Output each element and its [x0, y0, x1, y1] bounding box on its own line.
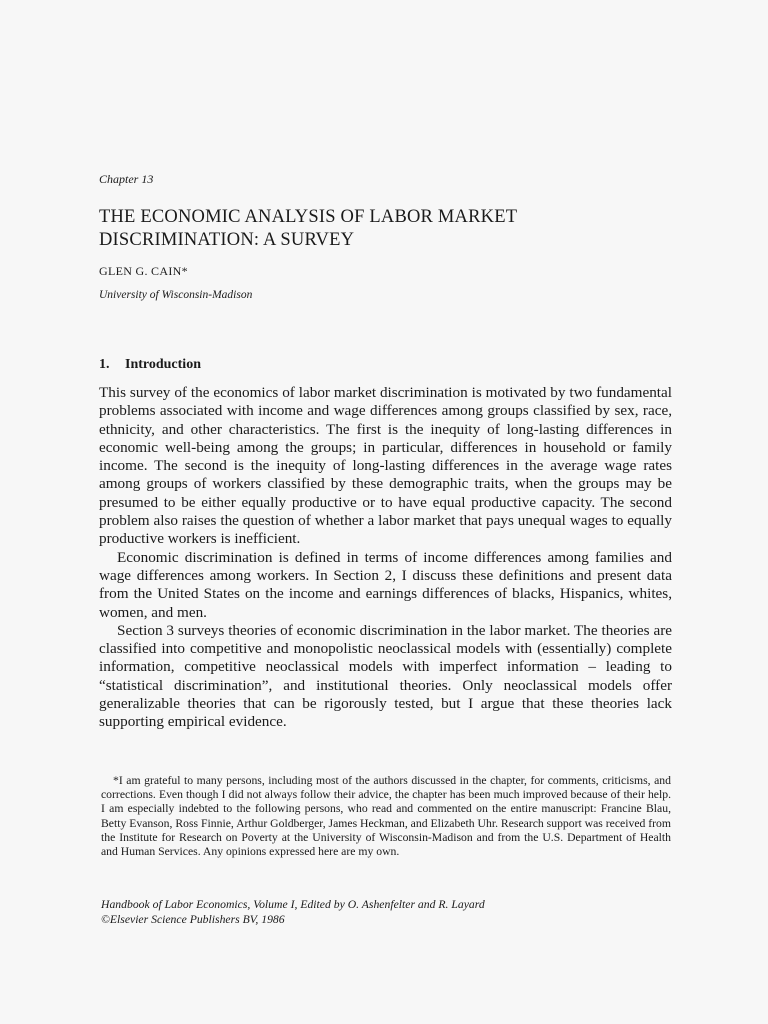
- source-note: [101, 898, 485, 927]
- paragraph-1: This survey of the economics of labor market discrimination is motivated by two fundamental problems associated with income and wage differences among groups classified by sex, race, ethnicity, and other characteristics. The first is the inequity of long-lasting differences in economic well-being among the groups; in particular, differences in household or family income. The second is the inequity of long-lasting differences in the average wage rates among groups of workers classified by these demographic traits, when the groups may be presumed to be either equally productive or to have equal productive capacity. The second problem also raises the question of whether a labor market that pays unequal wages to equally productive workers is inefficient.: [99, 384, 672, 548]
- paper-title: [99, 206, 679, 252]
- section-number: 1.: [99, 357, 110, 372]
- source-line-1: Handbook of Labor Economics, Volume I, Edited by O. Ashenfelter and R. Layard: [101, 898, 485, 911]
- chapter-label: Chapter 13: [99, 172, 154, 186]
- title-line-2: DISCRIMINATION: A SURVEY: [99, 230, 355, 250]
- paragraph-3: Section 3 surveys theories of economic discrimination in the labor market. The theories are classified into competitive and monopolistic neoclassical models with (essentially) complete information, competitive neoclassical models with imperfect information – leading to “statistical discrimination”, and institutional theories. Only neoclassical models offer generalizable theories that can be rigorously tested, but I argue that these theories lack supporting empirical evidence.: [99, 621, 672, 731]
- footnote-text: *I am grateful to many persons, including most of the authors discussed in the chapter, for comments, criticisms, and corrections. Even though I did not always follow their advice, the chapter has been much improved because of their help. I am especially indebted to the following persons, who read and commented on the entire manuscript: Francine Blau, Betty Evanson, Ross Finnie, Arthur Goldberger, James Heckman, and Elizabeth Uhr. Research support was received from the Institute for Research on Poverty at the University of Wisconsin-Madison and from the U.S. Department of Health and Human Services. Any opinions expressed here are my own.: [101, 774, 671, 859]
- body-text: [99, 384, 672, 732]
- author-affiliation: University of Wisconsin-Madison: [99, 289, 253, 301]
- title-line-1: THE ECONOMIC ANALYSIS OF LABOR MARKET: [99, 207, 518, 227]
- source-line-2: ©Elsevier Science Publishers BV, 1986: [101, 912, 285, 926]
- paragraph-2: Economic discrimination is defined in terms of income differences among families and wage differences among workers. In Section 2, I discuss these definitions and present data from the United States on the income and earnings differences of blacks, Hispanics, whites, women, and men.: [99, 548, 672, 621]
- footnote: [101, 774, 671, 859]
- section-title: Introduction: [125, 357, 201, 372]
- author-name: GLEN G. CAIN*: [99, 264, 188, 278]
- section-heading: [99, 357, 201, 373]
